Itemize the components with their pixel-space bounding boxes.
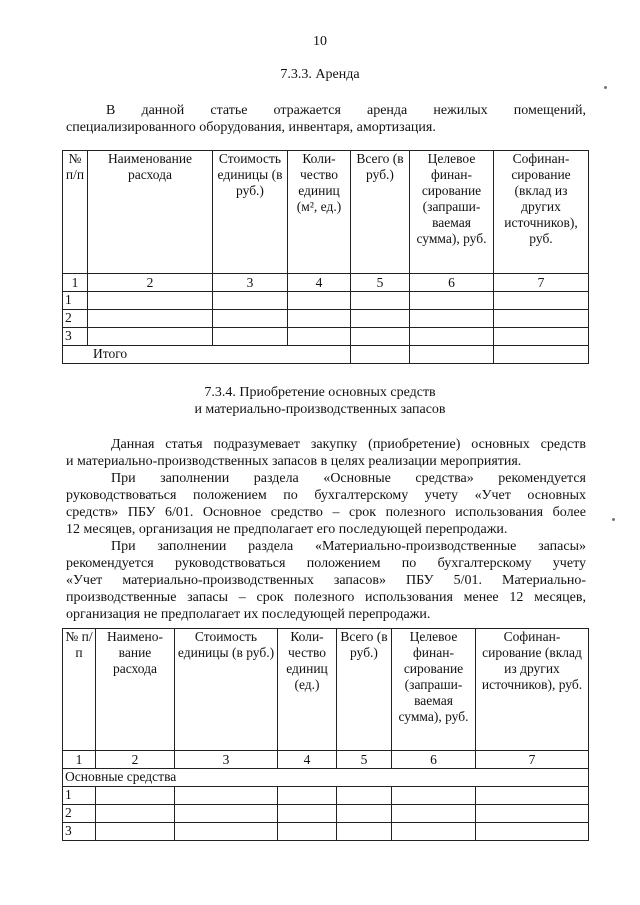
table-row bbox=[63, 292, 589, 310]
empty-cell[interactable] bbox=[351, 346, 410, 364]
empty-cell[interactable] bbox=[392, 823, 476, 841]
empty-cell[interactable] bbox=[410, 328, 494, 346]
header-cell: Всего (в руб.) bbox=[337, 629, 392, 751]
table-row bbox=[63, 328, 589, 346]
empty-cell[interactable] bbox=[88, 292, 213, 310]
header-cell: Целевое финан-сирование (запраши-ваемая сумма), руб. bbox=[410, 151, 494, 274]
empty-cell[interactable] bbox=[494, 292, 589, 310]
paragraph-line: руководствоваться положением по бухгалтерскому учету «Учет основных bbox=[66, 488, 586, 503]
empty-cell[interactable] bbox=[337, 787, 392, 805]
empty-cell[interactable] bbox=[96, 823, 175, 841]
paragraph-line: организация не предполагает их последующей перепродажи. bbox=[66, 607, 431, 622]
header-cell: Всего (в руб.) bbox=[351, 151, 410, 274]
empty-cell[interactable] bbox=[88, 328, 213, 346]
colnum-cell: 1 bbox=[63, 751, 96, 769]
empty-cell[interactable] bbox=[351, 292, 410, 310]
group-label: Основные средства bbox=[63, 769, 589, 787]
colnum-cell: 4 bbox=[288, 274, 351, 292]
empty-cell[interactable] bbox=[278, 787, 337, 805]
section-733-title: 7.3.3. Аренда bbox=[280, 67, 360, 82]
empty-cell[interactable] bbox=[288, 310, 351, 328]
colnum-cell: 2 bbox=[96, 751, 175, 769]
header-cell: Стоимость единицы (в руб.) bbox=[175, 629, 278, 751]
section-734-title-line-1: 7.3.4. Приобретение основных средств bbox=[204, 385, 436, 400]
empty-cell[interactable] bbox=[494, 346, 589, 364]
empty-cell[interactable] bbox=[337, 823, 392, 841]
colnum-cell: 6 bbox=[410, 274, 494, 292]
section-734-title-line-2: и материально-производственных запасов bbox=[194, 402, 446, 417]
colnum-cell: 6 bbox=[392, 751, 476, 769]
header-cell: Коли-чество единиц (ед.) bbox=[278, 629, 337, 751]
assets-table bbox=[62, 628, 589, 841]
empty-cell[interactable] bbox=[476, 823, 589, 841]
header-cell: № п/п bbox=[63, 151, 88, 274]
colnum-cell: 7 bbox=[476, 751, 589, 769]
empty-cell[interactable] bbox=[337, 805, 392, 823]
empty-cell[interactable] bbox=[351, 328, 410, 346]
empty-cell[interactable] bbox=[351, 310, 410, 328]
header-cell: Коли-чество единиц (м², ед.) bbox=[288, 151, 351, 274]
section-733-text-line-2: специализированного оборудования, инвентаря, амортизация. bbox=[66, 120, 436, 135]
empty-cell[interactable] bbox=[278, 805, 337, 823]
header-cell: Целевое финан-сирование (запраши-ваемая сумма), руб. bbox=[392, 629, 476, 751]
empty-cell[interactable] bbox=[410, 346, 494, 364]
row-number: 2 bbox=[63, 310, 88, 328]
header-cell: Стоимость единицы (в руб.) bbox=[213, 151, 288, 274]
empty-cell[interactable] bbox=[410, 310, 494, 328]
assets-table-colnum-row bbox=[63, 751, 589, 769]
header-cell: Софинан-сирование (вклад из других источников), руб. bbox=[494, 151, 589, 274]
assets-table-header-row bbox=[63, 629, 589, 751]
empty-cell[interactable] bbox=[213, 328, 288, 346]
empty-cell[interactable] bbox=[213, 310, 288, 328]
paragraph-line: Данная статья подразумевает закупку (приобретение) основных средств bbox=[111, 437, 586, 452]
colnum-cell: 1 bbox=[63, 274, 88, 292]
empty-cell[interactable] bbox=[494, 310, 589, 328]
colnum-cell: 3 bbox=[213, 274, 288, 292]
empty-cell[interactable] bbox=[175, 805, 278, 823]
empty-cell[interactable] bbox=[96, 787, 175, 805]
rent-table bbox=[62, 150, 589, 364]
section-733-text-line-1 bbox=[66, 102, 586, 119]
paragraph-line: «Учет материально-производственных запасов» ПБУ 5/01. Материально- bbox=[66, 573, 586, 588]
empty-cell[interactable] bbox=[494, 328, 589, 346]
paragraph-line: При заполнении раздела «Основные средства» рекомендуется bbox=[111, 471, 586, 486]
section-733-text-l1: В данной статье отражается аренда нежилых помещений, bbox=[106, 103, 586, 118]
header-cell: № п/п bbox=[63, 629, 96, 751]
empty-cell[interactable] bbox=[278, 823, 337, 841]
paragraph-line: средств» ПБУ 6/01. Основное средство – срок полезного использования более bbox=[66, 505, 586, 520]
paragraph-line: производственные запасы – срок полезного использования менее 12 месяцев, bbox=[66, 590, 586, 605]
table-row bbox=[63, 805, 589, 823]
colnum-cell: 3 bbox=[175, 751, 278, 769]
table-row bbox=[63, 787, 589, 805]
rent-table-header-row bbox=[63, 151, 589, 274]
row-number: 3 bbox=[63, 328, 88, 346]
empty-cell[interactable] bbox=[410, 292, 494, 310]
scan-speck bbox=[604, 86, 607, 89]
paragraph-line: рекомендуется руководствоваться положением по бухгалтерскому учету bbox=[66, 556, 586, 571]
rent-table-colnum-row bbox=[63, 274, 589, 292]
colnum-cell: 4 bbox=[278, 751, 337, 769]
empty-cell[interactable] bbox=[175, 787, 278, 805]
colnum-cell: 7 bbox=[494, 274, 589, 292]
empty-cell[interactable] bbox=[392, 787, 476, 805]
colnum-cell: 5 bbox=[351, 274, 410, 292]
empty-cell[interactable] bbox=[288, 328, 351, 346]
empty-cell[interactable] bbox=[288, 292, 351, 310]
table-row bbox=[63, 823, 589, 841]
empty-cell[interactable] bbox=[96, 805, 175, 823]
empty-cell[interactable] bbox=[476, 787, 589, 805]
row-number: 1 bbox=[63, 292, 88, 310]
header-cell: Наимено-вание расхода bbox=[96, 629, 175, 751]
total-row bbox=[63, 346, 589, 364]
colnum-cell: 2 bbox=[88, 274, 213, 292]
empty-cell[interactable] bbox=[213, 292, 288, 310]
row-number: 3 bbox=[63, 823, 96, 841]
empty-cell[interactable] bbox=[476, 805, 589, 823]
group-row bbox=[63, 769, 589, 787]
paragraph-line: 12 месяцев, организация не предполагает его последующей перепродажи. bbox=[66, 522, 508, 537]
total-label: Итого bbox=[63, 346, 351, 364]
empty-cell[interactable] bbox=[175, 823, 278, 841]
header-cell: Софинан-сирование (вклад из других источников), руб. bbox=[476, 629, 589, 751]
table-row bbox=[63, 310, 589, 328]
empty-cell[interactable] bbox=[392, 805, 476, 823]
row-number: 1 bbox=[63, 787, 96, 805]
empty-cell[interactable] bbox=[88, 310, 213, 328]
paragraph-line: При заполнении раздела «Материально-производственные запасы» bbox=[111, 539, 586, 554]
colnum-cell: 5 bbox=[337, 751, 392, 769]
row-number: 2 bbox=[63, 805, 96, 823]
paragraph-line: и материально-производственных запасов в целях реализации мероприятия. bbox=[66, 454, 522, 469]
scan-speck bbox=[612, 518, 615, 521]
page-number: 10 bbox=[313, 34, 327, 49]
header-cell: Наименование расхода bbox=[88, 151, 213, 274]
